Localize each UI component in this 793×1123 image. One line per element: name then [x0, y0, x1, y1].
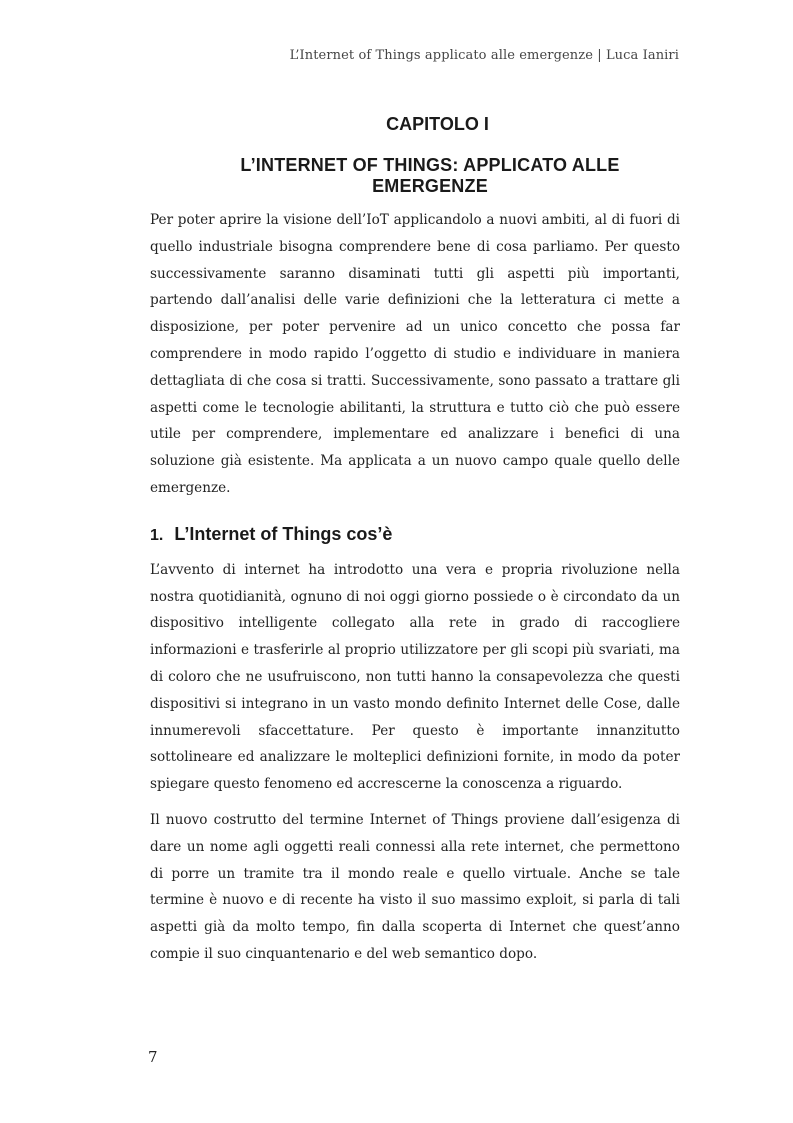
- section-title: L’Internet of Things cos’è: [174, 523, 393, 544]
- section-number: 1.: [150, 526, 164, 544]
- page-content: [150, 110, 680, 977]
- section-heading: [150, 524, 680, 545]
- chapter-title: L’INTERNET OF THINGS: APPLICATO ALLE EMERGENZE: [240, 155, 620, 196]
- page-number: 7: [148, 1048, 158, 1066]
- running-header: L’Internet of Things applicato alle emergenze | Luca Ianiri: [289, 48, 679, 63]
- intro-paragraph: Per poter aprire la visione dell’IoT applicandolo a nuovi ambiti, al di fuori di quello industriale bisogna comprendere bene di cosa parliamo. Per questo successivamente saranno disaminati tutti gli aspetti più importanti, partendo dall’analisi delle varie definizioni che la letteratura ci mette a disposizione, per poter pervenire ad un unico concetto che possa far comprendere in modo rapido l’oggetto di studio e individuare in maniera dettagliata di che cosa si tratti. Successivamente, sono passato a trattare gli aspetti come le tecnologie abilitanti, la struttura e tutto ciò che può essere utile per comprendere, implementare ed analizzare i benefici di una soluzione già esistente. Ma applicata a un nuovo campo quale quello delle emergenze.: [150, 212, 680, 496]
- section-paragraph-1: L’avvento di internet ha introdotto una vera e propria rivoluzione nella nostra quotidianità, ognuno di noi oggi giorno possiede o è circondato da un dispositivo intelligente collegato alla rete in grado di raccogliere informazioni e trasferirle al proprio utilizzatore per gli scopi più svariati, ma di coloro che ne usufruiscono, non tutti hanno la consapevolezza che questi dispositivi si integrano in un vasto mondo definito Internet delle Cose, dalle innumerevoli sfaccettature. Per questo è importante innanzitutto sottolineare ed analizzare le molteplici definizioni fornite, in modo da poter spiegare questo fenomeno ed accrescerne la conoscenza a riguardo.: [150, 561, 680, 793]
- chapter-label: CAPITOLO I: [386, 114, 489, 134]
- section-paragraph-2: Il nuovo costrutto del termine Internet of Things proviene dall’esigenza di dare un nome agli oggetti reali connessi alla rete internet, che permettono di porre un tramite tra il mondo reale e quello virtuale. Anche se tale termine è nuovo e di recente ha visto il suo massimo exploit, si parla di tali aspetti già da molto tempo, fin dalla scoperta di Internet che quest’anno compie il suo cinquantenario e del web semantico dopo.: [150, 811, 680, 962]
